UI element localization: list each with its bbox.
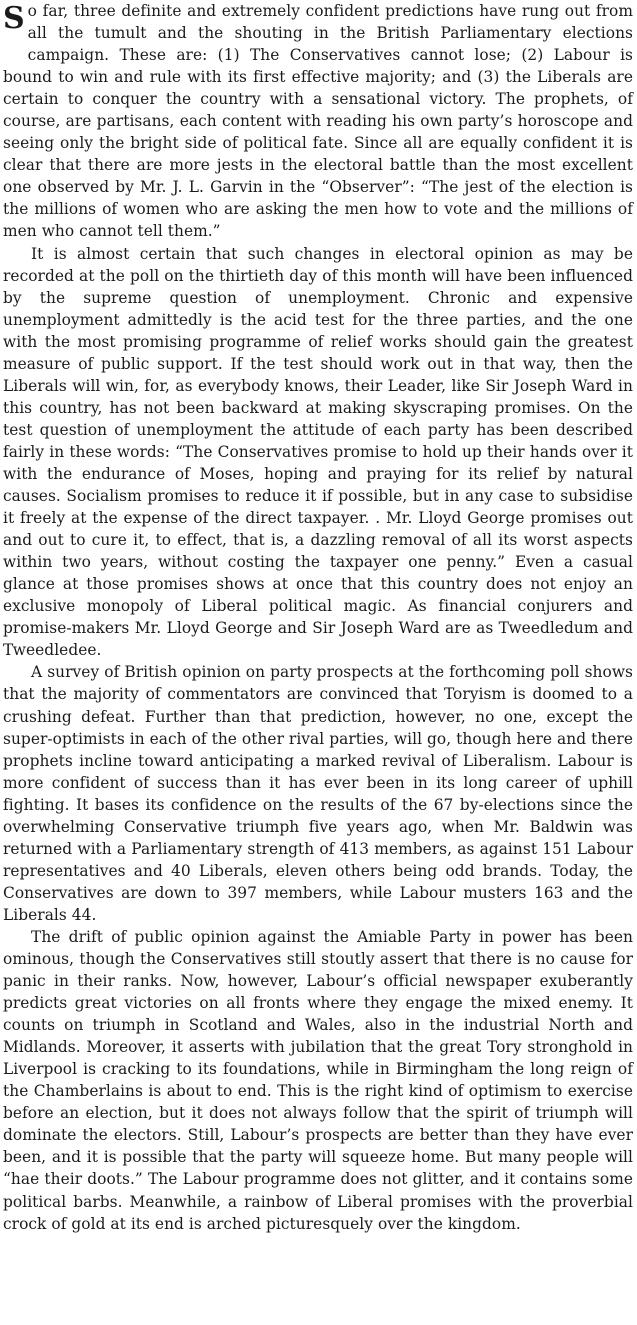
paragraph-4: The drift of public opinion against the Amiable Party in power has been ominous, though the Conservatives still stoutly assert that there is no cause for panic in their ranks. Now, however, Labour’s official newspaper exuberantly predicts great victories on all fronts where they engage the mixed enemy. It counts on triumph in Scotland and Wales, also in the industrial North and Midlands. Moreover, it asserts with jubilation that the great Tory stronghold in Liverpool is cracking to its foundations, while in Birmingham the long reign of the Chamberlains is about to end. This is the right kind of optimism to exercise before an election, but it does not always follow that the spirit of triumph will dominate the electors. Still, Labour’s prospects are better than they have ever been, and it is possible that the party will squeeze home. But many people will “hae their doots.” The Labour programme does not glitter, and it contains some political barbs. Meanwhile, a rainbow of Liberal promises with the proverbial crock of gold at its end is arched picturesquely over the kingdom.: [3, 927, 633, 1233]
paragraph-3: A survey of British opinion on party prospects at the forthcoming poll shows that the majority of commentators are convinced that Toryism is doomed to a crushing defeat. Further than that prediction, however, no one, except the super-optimists in each of the other rival parties, will go, though here and there prophets incline toward anticipating a marked revival of Liberalism. Labour is more confident of success than it has ever been in its long career of uphill fighting. It bases its confidence on the results of the 67 by-elections since the overwhelming Conservative triumph five years ago, when Mr. Baldwin was returned with a Parliamentary strength of 413 members, as against 151 Labour representatives and 40 Liberals, eleven others being odd brands. Today, the Conservatives are down to 397 members, while Labour musters 163 and the Liberals 44.: [3, 663, 633, 924]
paragraph-1: [3, 0, 633, 243]
article-column: [3, 0, 633, 1235]
drop-cap: S: [3, 1, 27, 36]
paragraph-2: It is almost certain that such changes in electoral opinion as may be recorded at the poll on the thirtieth day of this month will have been influenced by the supreme question of unemployment. Chronic and expensive unemployment admittedly is the acid test for the three parties, and the one with the most promising programme of relief works should gain the greatest measure of public support. If the test should work out in that way, then the Liberals will win, for, as everybody knows, their Leader, like Sir Joseph Ward in this country, has not been backward at making skyscraping promises. On the test question of unemployment the attitude of each party has been described fairly in these words: “The Conservatives promise to hold up their hands over it with the endurance of Moses, hoping and praying for its relief by natural causes. Socialism promises to reduce it if possible, but in any case to subsidise it freely at the expense of the direct taxpayer. . Mr. Lloyd George promises out and out to cure it, to effect, that is, a dazzling removal of all its worst aspects within two years, without costing the taxpayer one penny.” Even a casual glance at those promises shows at once that this country does not enjoy an exclusive monopoly of Liberal political magic. As financial conjurers and promise-makers Mr. Lloyd George and Sir Joseph Ward are as Tweedledum and Tweedledee.: [3, 244, 633, 660]
paragraph-1-text: o far, three definite and extremely confident predictions have rung out from all the tumult and the shouting in the British Parliamentary elections campaign. These are: (1) The Conservatives cannot lose; (2) Labour is bound to win and rule with its first effective majority; and (3) the Liberals are certain to conquer the country with a sensational victory. The prophets, of course, are partisans, each content with reading his own party’s horoscope and seeing only the bright side of political fate. Since all are equally confident it is clear that there are more jests in the electoral battle than the most excellent one observed by Mr. J. L. Garvin in the “Observer”: “The jest of the election is the millions of women who are asking the men how to vote and the millions of men who cannot tell them.”: [3, 2, 633, 241]
